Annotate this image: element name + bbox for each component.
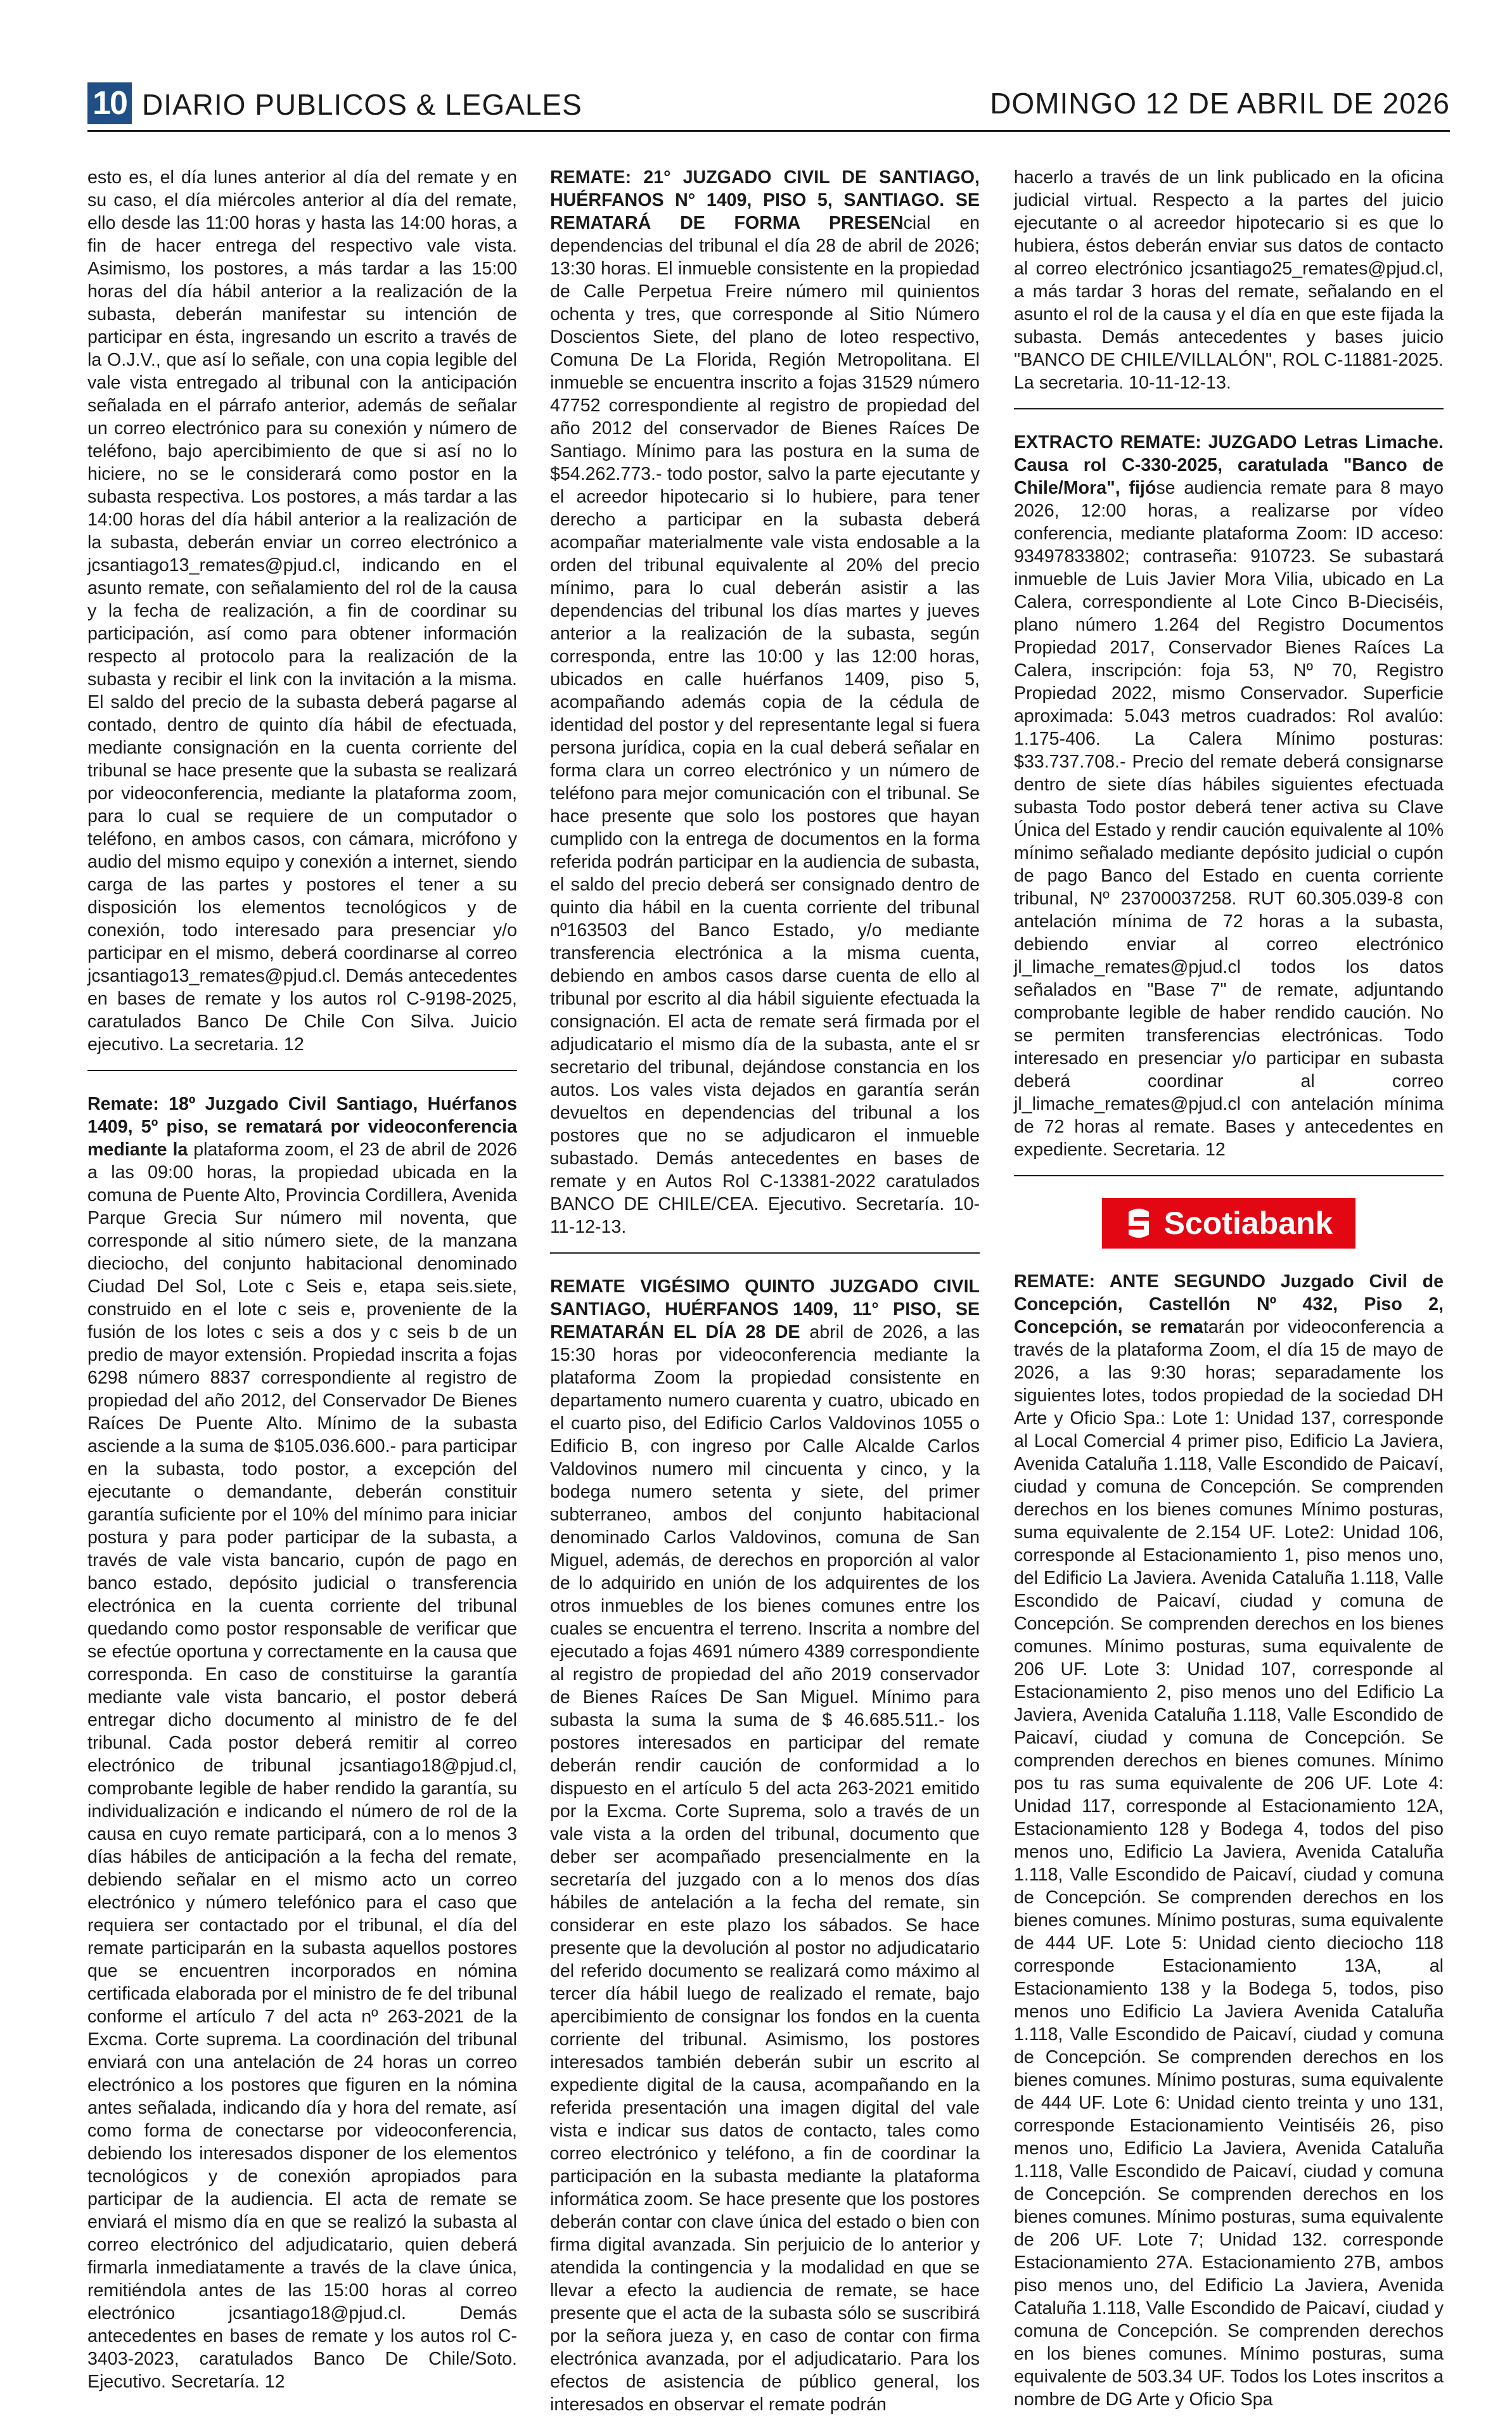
notice-body: tarán por videoconferencia a través de la plataforma Zoom, el día 15 de mayo de 2026, a las 9:30 horas; separadamente los siguientes lotes, todos propiedad de la sociedad DH Arte y Oficio Spa.: Lote 1: Unidad 137, corresponde al Local Comercial 4 primer piso, Edificio La Javiera, Avenida Cataluña 1.118, Valle Escondido de Paicaví, ciudad y comuna de Concepción. Se comprenden derechos en los bienes comunes Mínimo posturas, suma equivalente de 2.154 UF. Lote2: Unidad 106, corresponde al Estacionamiento 1, piso menos uno, del Edificio La Javiera. Avenida Cataluña 1.118, Valle Escondido de Paicaví, ciudad y comuna de Concepción. Se comprenden derechos en los bienes comunes. Mínimo posturas, suma equivalente de 206 UF. Lote 3: Unidad 107, corresponde al Estacionamiento 2, piso menos uno del Edificio La Javiera, Avenida Cataluña 1.118, Valle Escondido de Paicaví, ciudad y comuna de Concepción. Se comprenden derechos en bienes comunes. Mínimo pos tu ras suma equivalente de 206 UF. Lote 4: Unidad 117, corresponde al Estacionamiento 12A, Estacionamiento 128 y Bodega 4, todos del piso menos uno, Edificio La Javiera, Avenida Cataluña 1.118, Valle Escondido de Paicaví, ciudad y comuna de Concepción. Se comprenden derechos en los bienes comunes. Mínimo posturas, suma equivalente de 444 UF. Lote 5: Unidad ciento dieciocho 118 corresponde Estacionamiento 13A, al Estacionamiento 138 y la Bodega 5, todos, piso menos uno Edificio La Javiera Avenida Cataluña 1.118, Valle Escondido de Paicaví, ciudad y comuna de Concepción. Se comprenden derechos en los bienes comunes. Mínimo posturas, suma equivalente de 444 UF. Lote 6: Unidad ciento treinta y uno 131, corresponde Estacionamiento Veintiséis 26, piso menos uno, Edificio La Javiera, Avenida Cataluña 1.118, Valle Escondido de Paicaví, ciudad y comuna de Concepción. Se comprenden derechos en los bienes comunes. Mínimo posturas, suma equivalente de 206 UF. Lote 7; Unidad 132. corresponde Estacionamiento 27A. Estacionamiento 27B, ambos piso menos uno, del Edificio La Javiera, Avenida Cataluña 1.118, Valle Escondido de Paicaví, ciudad y comuna de Concepción. Se comprenden derechos en los bienes comunes. Mínimo posturas, suma equivalente de 503.34 UF. Todos los Lotes inscritos a nombre de DG Arte y Oficio Spa: [1014, 1317, 1444, 2410]
scotiabank-s-icon: [1125, 1205, 1153, 1241]
notice-body: abril de 2026, a las 15:30 horas por videoconferencia mediante la plataforma Zoom la propiedad consistente en departamento numero cuarenta y cuatro, ubicado en el cuarto piso, del Edificio Carlos Valdovinos 1055 o Edificio B, con ingreso por Calle Alcalde Carlos Valdovinos numero mil cincuenta y cinco, y la bodega numero setenta y siete, del primer subterraneo, ambos del conjunto habitacional denominado Carlos Valdovinos, comuna de San Miguel, además, de derechos en proporción al valor de lo adquirido en unión de los adquirentes de los otros inmuebles de los bienes comunes entre los cuales se encuentra el terreno. Inscrita a nombre del ejecutado a fojas 4691 número 4389 correspondiente al registro de propiedad del año 2019 conservador de Bienes Raíces De San Miguel. Mínimo para subasta la suma la suma de $ 46.685.511.- los postores interesados en participar del remate deberán rendir caución de conformidad a lo dispuesto en el artículo 5 del acta 263-2021 emitido por la Excma. Corte Suprema, solo a través de un vale vista a la orden del tribunal, documento que deber ser acompañado presencialmente en la secretaría del juzgado con a lo menos dos días hábiles de antelación a la fecha del remate, sin considerar en este plazo los sábados. Se hace presente que la devolución al postor no adjudicatario del referido documento se realizará como máximo al tercer día hábil luego de realizado el remate, bajo apercibimiento de consignar los fondos en la cuenta corriente del tribunal. Asimismo, los postores interesados también deberán subir un escrito al expediente digital de la causa, acompañando en la referida presentación una imagen digital del vale vista e indicar sus datos de contacto, tales como correo electrónico y teléfono, a fin de coordinar la participación en la subasta mediante la plataforma informática zoom. Se hace presente que los postores deberán contar con clave única del estado o bien con firma digital avanzada. Sin perjuicio de lo anterior y atendida la contingencia y la modalidad en que se llevar a efecto la audiencia de remate, se hace presente que el acta de la subasta sólo se suscribirá por la señora jueza y, en caso de contar con firma electrónica avanzada, por el adjudicatario. Para los efectos de asistencia de público general, los interesados en observar el remate podrán: [550, 1322, 980, 2415]
notice-extracto-limache: [1014, 431, 1444, 1161]
scotiabank-wordmark: Scotiabank: [1163, 1205, 1333, 1241]
column-3: [1014, 166, 1444, 2410]
notice-body: hacerlo a través de un link publicado en la oficina judicial virtual. Respecto a la partes del juicio ejecutante o al acreedor hipotecario si es que lo hubiera, éstos deberán enviar sus datos de contacto al correo electrónico jcsantiago25_remates@pjud.cl, a más tardar 3 horas del remate, señalando en el asunto el rol de la causa y el día en que este fijada la subasta. Demás antecedentes y bases juicio "BANCO DE CHILE/VILLALÓN", ROL C-11881-2025. La secretaria. 10-11-12-13.: [1014, 167, 1444, 393]
column-2: [550, 166, 980, 2415]
notice-heading: REMATE: ANTE SEGUNDO Juzgado Civil de Concepción, Castellón Nº 432, Piso 2, Concepción, se rema: [1014, 1271, 1444, 1337]
page-number: 10: [87, 82, 132, 124]
issue-date: DOMINGO 12 DE ABRIL DE 2026: [990, 87, 1450, 120]
page-header: [87, 81, 1450, 125]
newspaper-section-title: DIARIO PUBLICOS & LEGALES: [142, 88, 582, 121]
notice-heading: Remate: 18º Juzgado Civil Santiago, Huérfanos 1409, 5º piso, se rematará por videoconferencia mediante la: [87, 1094, 517, 1160]
notice-divider: [87, 1070, 517, 1071]
notice-heading: REMATE VIGÉSIMO QUINTO JUZGADO CIVIL SANTIAGO, HUÉRFANOS 1409, 11° PISO, SE REMATARÁN EL DÍA 28 DE: [550, 1276, 980, 1342]
notice-remate-25-juzgado: [550, 1275, 980, 2416]
notice-heading: REMATE: 21° JUZGADO CIVIL DE SANTIAGO, HUÉRFANOS N° 1409, PISO 5, SANTIAGO. SE REMATARÁ DE FORMA PRESEN: [550, 167, 980, 233]
scotiabank-logo: [1102, 1198, 1355, 1249]
column-1: [87, 166, 517, 2392]
notice-body: se audiencia remate para 8 mayo 2026, 12:00 horas, a realizarse por vídeo conferencia, mediante plataforma Zoom: ID acceso: 93497833802; contraseña: 910723. Se subastará inmueble de Luis Javier Mora Vilia, ubicado en La Calera, correspondiente al Lote Cinco B-Dieciséis, plano número 1.264 del Registro Documentos Propiedad 2017, Conservador Bienes Raíces La Calera, inscripción: foja 53, Nº 70, Registro Propiedad 2022, mismo Conservador. Superficie aproximada: 5.043 metros cuadrados: Rol avalúo: 1.175-406. La Calera Mínimo posturas: $33.737.708.- Precio del remate deberá consignarse dentro de siete días hábiles siguientes efectuada subasta Todo postor deberá tener activa su Clave Única del Estado y rendir caución equivalente al 10% mínimo señalado mediante depósito judicial o cupón de pago Banco del Estado en cuenta corriente tribunal, Nº 23700037258. RUT 60.305.039-8 con antelación mínima de 72 horas a la subasta, debiendo enviar al correo electrónico jl_limache_remates@pjud.cl todos los datos señalados en "Base 7" de remate, adjuntando comprobante legible de haber rendido caución. No se permiten transferencias electrónicas. Todo interesado en presenciar y/o participar en subasta deberá coordinar al correo jl_limache_remates@pjud.cl con antelación mínima de 72 horas al remate. Bases y antecedentes en expediente. Secretaria. 12: [1014, 478, 1444, 1160]
notice-body: esto es, el día lunes anterior al día del remate y en su caso, el día miércoles anterior al día del remate, ello desde las 11:00 horas y hasta las 14:00 horas, a fin de hacer entrega del respectivo vale vista. Asimismo, los postores, a más tardar a las 15:00 horas del día hábil anterior a la realización de la subasta, deberán manifestar su intención de participar en ésta, ingresando un escrito a través de la O.J.V., que así lo señale, con una copia legible del vale vista entregado al tribunal con la anticipación señalada en el párrafo anterior, además de señalar un correo electrónico para su conexión y número de teléfono, bajo apercibimiento de que si así no lo hiciere, no se le considerará como postor en la subasta respectiva. Los postores, a más tardar a las 14:00 horas del día hábil anterior a la realización de la subasta, deberán enviar un correo electrónico a jcsantiago13_remates@pjud.cl, indicando en el asunto remate, con señalamiento del rol de la causa y la fecha de realización, a fin de coordinar su participación, así como para obtener información respecto al protocolo para la realización de la subasta y recibir el link con la invitación a la misma. El saldo del precio de la subasta deberá pagarse al contado, dentro de quinto día hábil de efectuada, mediante consignación en la cuenta corriente del tribunal se hace presente que la subasta se realizará por videoconferencia, mediante la plataforma zoom, para lo cual se requiere de un computador o teléfono, en ambos casos, con cámara, micrófono y audio del mismo equipo y conexión a internet, siendo carga de las partes y postores el tener a su disposición los elementos tecnológicos y de conexión, todo interesado para presenciar y/o participar en el mismo, deberá coordinarse al correo jcsantiago13_remates@pjud.cl. Demás antecedentes en bases de remate y los autos rol C-9198-2025, caratulados Banco De Chile Con Silva. Juicio ejecutivo. La secretaria. 12: [87, 167, 517, 1055]
header-rule: [87, 130, 1450, 132]
notice-body: cial en dependencias del tribunal el día 28 de abril de 2026; 13:30 horas. El inmueble consistente en la propiedad de Calle Perpetua Freire número mil quinientos ochenta y tres, que corresponde al Sitio Número Doscientos Siete, del plano de loteo respectivo, Comuna De La Florida, Región Metropolitana. El inmueble se encuentra inscrito a fojas 31529 número 47752 correspondiente al registro de propiedad del año 2012 del conservador de Bienes Raíces De Santiago. Mínimo para las postura en la suma de $54.262.773.- todo postor, salvo la parte ejecutante y el acreedor hipotecario si lo hubiere, para tener derecho a participar en la subasta deberá acompañar materialmente vale vista endosable a la orden del tribunal equivalente al 20% del precio mínimo, para lo cual deberán asistir a las dependencias del tribunal los días martes y jueves anterior a la realización de la subasta, según corresponda, entre las 10:00 y las 12:00 horas, ubicados en calle huérfanos 1409, piso 5, acompañando además copia de la cédula de identidad del postor y del representante legal si fuera persona jurídica, copia en la cual deberá señalar en forma clara un correo electrónico y un número de teléfono para mejor comunicación con el tribunal. Se hace presente que solo los postores que hayan cumplido con la entrega de documentos en la forma referida podrán participar en la audiencia de subasta, el saldo del precio deberá ser consignado dentro de quinto dia hábil en la cuenta corriente del tribunal nº163503 del Banco Estado, y/o mediante transferencia electrónica a la misma cuenta, debiendo en ambos casos darse cuenta de ello al tribunal por escrito al dia hábil siguiente efectuada la consignación. El acta de remate será firmada por el adjudicatario el mismo día de la subasta, ante el sr secretario del tribunal, dejándose constancia en los autos. Los vales vista dejados en garantía serán devueltos en dependencias del tribunal a los postores que no se adjudicaron el inmueble subastado. Demás antecedentes en bases de remate y en Autos Rol C-13381-2022 caratulados BANCO DE CHILE/CEA. Ejecutivo. Secretaría. 10-11-12-13.: [550, 213, 980, 1237]
notice-heading: EXTRACTO REMATE: JUZGADO Letras Limache. Causa rol C-330-2025, caratulada "Banco de Chile/Mora", fijó: [1014, 432, 1444, 498]
notice-continuation: [1014, 166, 1444, 394]
notice-remate-21-juzgado: [550, 166, 980, 1238]
notice-remate-18-juzgado: [87, 1093, 517, 2393]
notice-divider: [1014, 1175, 1444, 1176]
notice-remate-concepcion: [1014, 1270, 1444, 2411]
notice-continuation: [87, 166, 517, 1056]
notice-divider: [1014, 408, 1444, 409]
notice-divider: [550, 1252, 980, 1254]
notice-body: plataforma zoom, el 23 de abril de 2026 a las 09:00 horas, la propiedad ubicada en la comuna de Puente Alto, Provincia Cordillera, Avenida Parque Grecia Sur número mil noventa, que corresponde al sitio número siete, de la manzana dieciocho, del conjunto habitacional denominado Ciudad Del Sol, Lote c Seis e, etapa seis.siete, construido en el lote c seis e, proveniente de la fusión de los lotes c seis a dos y c seis b de un predio de mayor extensión. Propiedad inscrita a fojas 6298 número 8837 correspondiente al registro de propiedad del año 2012, del Conservador De Bienes Raíces De Puente Alto. Mínimo de la subasta asciende a la suma de $105.036.600.- para participar en la subasta, todo postor, a excepción del ejecutante o demandante, deberán constituir garantía suficiente por el 10% del mínimo para iniciar postura y para poder participar de la subasta, a través de vale vista bancario, cupón de pago en banco estado, depósito judicial o transferencia electrónica en la cuenta corriente del tribunal quedando como postor responsable de verificar que se efectúe oportuna y correctamente en la causa que corresponda. En caso de constituirse la garantía mediante vale vista bancario, el postor deberá entregar dicho documento al ministro de fe del tribunal. Cada postor deberá remitir al correo electrónico de tribunal jcsantiago18@pjud.cl, comprobante legible de haber rendido la garantía, su individualización e indicando el número de rol de la causa en cuyo remate participará, con a lo menos 3 días hábiles de anticipación a la fecha del remate, debiendo señalar en el mismo acto un correo electrónico y número telefónico para el caso que requiera ser contactado por el tribunal, el día del remate participarán en la subasta aquellos postores que se encuentren incorporados en nómina certificada elaborada por el ministro de fe del tribunal conforme el artículo 7 del acta nº 263-2021 de la Excma. Corte suprema. La coordinación del tribunal enviará con una antelación de 24 horas un correo electrónico a los postores que figuren en la nómina antes señalada, indicando día y hora del remate, así como forma de conectarse por videoconferencia, debiendo los interesados disponer de los elementos tecnológicos y de conexión apropiados para participar de la audiencia. El acta de remate se enviará el mismo día en que se realizó la subasta al correo electrónico del adjudicatario, quien deberá firmarla inmediatamente a través de la clave única, remitiéndola antes de las 15:00 horas al correo electrónico jcsantiago18@pjud.cl. Demás antecedentes en bases de remate y los autos rol C-3403-2023, caratulados Banco De Chile/Soto. Ejecutivo. Secretaría. 12: [87, 1140, 517, 2392]
